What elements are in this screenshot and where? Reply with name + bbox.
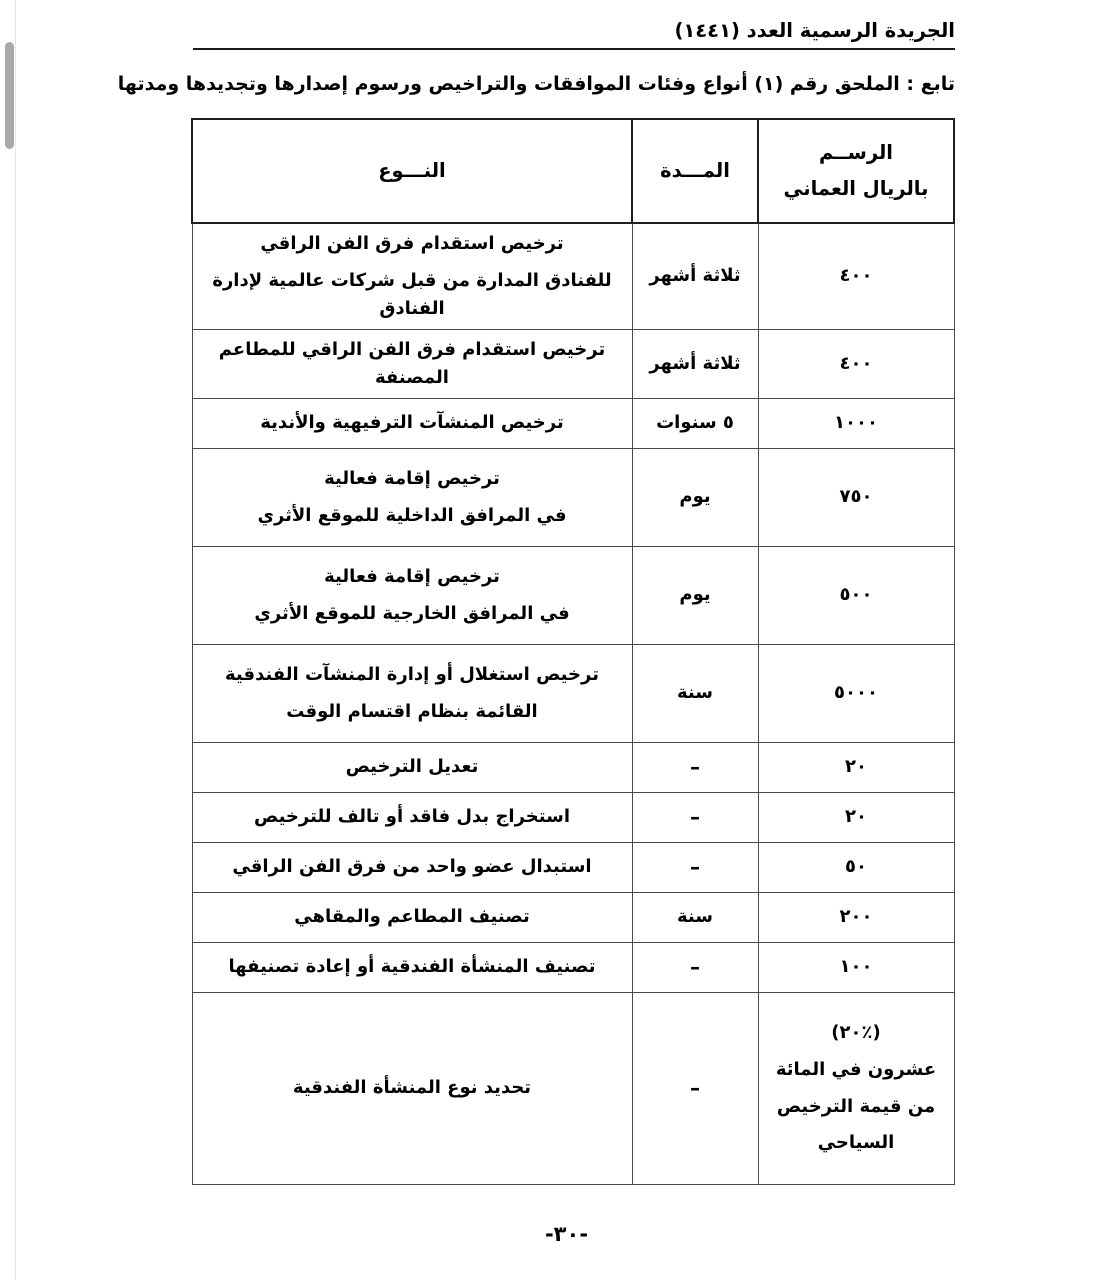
cell-type-line: تحديد نوع المنشأة الفندقية (292, 1077, 532, 1099)
column-header-duration: المـــدة (632, 119, 758, 223)
table-row (192, 842, 954, 892)
cell-type-line: ترخيص استقدام فرق الفن الراقي (260, 233, 564, 255)
table-row (192, 448, 954, 546)
cell-duration (632, 329, 758, 398)
cell-duration (632, 644, 758, 742)
cell-type (192, 842, 632, 892)
cell-type-line: ترخيص استغلال أو إدارة المنشآت الفندقية (225, 663, 599, 685)
cell-type-line: تعديل الترخيص (345, 756, 479, 778)
cell-duration-value: ثلاثة أشهر (649, 265, 741, 287)
cell-duration-value: سنة (677, 682, 713, 704)
table-row (192, 546, 954, 644)
cell-fee-line: عشرون في المائة (775, 1058, 937, 1080)
cell-duration-value: – (690, 854, 700, 879)
header-rule (193, 48, 955, 50)
appendix-title: تابع : الملحق رقم (١) أنواع وفئات الموافقات والتراخيص ورسوم إصدارها وتجديدها ومدتها (117, 73, 955, 96)
column-header-type: النـــوع (192, 119, 632, 223)
cell-duration (632, 992, 758, 1184)
cell-type-line: تصنيف المنشأة الفندقية أو إعادة تصنيفها (228, 956, 596, 978)
cell-duration (632, 546, 758, 644)
cell-fee (758, 644, 954, 742)
table-row (192, 644, 954, 742)
cell-fee-value: ٤٠٠ (839, 265, 873, 287)
cell-type-line: في المرافق الخارجية للموقع الأثري (254, 602, 570, 624)
cell-fee (758, 792, 954, 842)
vertical-scrollbar-thumb[interactable] (5, 42, 14, 149)
table-header-row (192, 119, 954, 223)
cell-type (192, 546, 632, 644)
cell-fee (758, 892, 954, 942)
cell-type-line: تصنيف المطاعم والمقاهي (294, 906, 530, 928)
cell-type-line: ترخيص استقدام فرق الفن الراقي للمطاعم المصنفة (218, 338, 606, 388)
cell-type-line: ترخيص إقامة فعالية (324, 467, 500, 489)
cell-type-line: للفنادق المدارة من قبل شركات عالمية لإدارة الفنادق (212, 269, 612, 319)
cell-type (192, 223, 632, 329)
cell-type (192, 992, 632, 1184)
cell-fee-value: ٢٠ (845, 806, 867, 828)
cell-fee (758, 398, 954, 448)
cell-fee-value: ٢٠٠ (839, 906, 873, 928)
cell-fee (758, 992, 954, 1184)
cell-type-line: استخراج بدل فاقد أو تالف للترخيص (254, 806, 570, 828)
cell-fee (758, 742, 954, 792)
table-row (192, 329, 954, 398)
cell-duration (632, 842, 758, 892)
table-row (192, 792, 954, 842)
cell-fee (758, 329, 954, 398)
vertical-scrollbar-track[interactable] (3, 0, 16, 1280)
table-row (192, 223, 954, 329)
table-row (192, 892, 954, 942)
cell-fee (758, 842, 954, 892)
cell-type-line: ترخيص إقامة فعالية (324, 565, 500, 587)
cell-fee-value: ٥٠٠٠ (834, 682, 878, 704)
cell-fee-value: ٤٠٠ (839, 352, 873, 374)
cell-duration-value: – (690, 754, 700, 779)
cell-type (192, 448, 632, 546)
cell-fee (758, 942, 954, 992)
table-row (192, 398, 954, 448)
cell-type (192, 644, 632, 742)
cell-duration (632, 742, 758, 792)
cell-fee-value: ١٠٠٠ (834, 412, 878, 434)
cell-duration (632, 792, 758, 842)
cell-fee (758, 546, 954, 644)
running-head: الجريدة الرسمية العدد (١٤٤١) (674, 19, 955, 42)
page-content (117, 0, 955, 1185)
table-row (192, 942, 954, 992)
cell-fee-value: ١٠٠ (839, 956, 873, 978)
cell-duration (632, 942, 758, 992)
cell-fee (758, 448, 954, 546)
cell-type (192, 329, 632, 398)
cell-duration-value: – (690, 1075, 700, 1100)
cell-duration (632, 448, 758, 546)
cell-fee-value: ٢٠ (845, 756, 867, 778)
cell-duration-value: سنة (677, 906, 713, 928)
cell-type-line: في المرافق الداخلية للموقع الأثري (257, 504, 567, 526)
document-page (17, 0, 1116, 1280)
cell-type-line: ترخيص المنشآت الترفيهية والأندية (260, 412, 564, 434)
cell-type (192, 892, 632, 942)
cell-fee-line: السياحي (817, 1132, 895, 1154)
table-row (192, 742, 954, 792)
cell-duration (632, 223, 758, 329)
page-number: -٣٠- (544, 1222, 589, 1246)
cell-fee-value: ٥٠ (845, 856, 867, 878)
cell-fee (758, 223, 954, 329)
fees-table (191, 118, 955, 1184)
cell-fee-line: من قيمة الترخيص (776, 1095, 936, 1117)
cell-duration-value: – (690, 954, 700, 979)
cell-fee-line: (٪٢٠) (831, 1021, 881, 1043)
cell-duration (632, 892, 758, 942)
cell-duration-value: ثلاثة أشهر (649, 352, 741, 374)
cell-duration-value: يوم (679, 584, 711, 606)
cell-type-line: استبدال عضو واحد من فرق الفن الراقي (232, 856, 592, 878)
cell-duration-value: – (690, 804, 700, 829)
cell-type (192, 742, 632, 792)
cell-type (192, 942, 632, 992)
table-head (192, 119, 954, 223)
column-header-fee-line2: بالريال العماني (783, 177, 929, 201)
cell-duration-value: ٥ سنوات (656, 412, 734, 434)
column-header-fee-line1: الرســم (819, 140, 893, 164)
cell-fee-value: ٥٠٠ (839, 584, 873, 606)
column-header-fee (758, 119, 954, 223)
cell-fee-value: ٧٥٠ (839, 486, 873, 508)
cell-duration (632, 398, 758, 448)
cell-type (192, 398, 632, 448)
cell-type-line: القائمة بنظام اقتسام الوقت (286, 700, 538, 722)
cell-duration-value: يوم (679, 486, 711, 508)
cell-type (192, 792, 632, 842)
table-row (192, 992, 954, 1184)
table-body (192, 223, 954, 1184)
